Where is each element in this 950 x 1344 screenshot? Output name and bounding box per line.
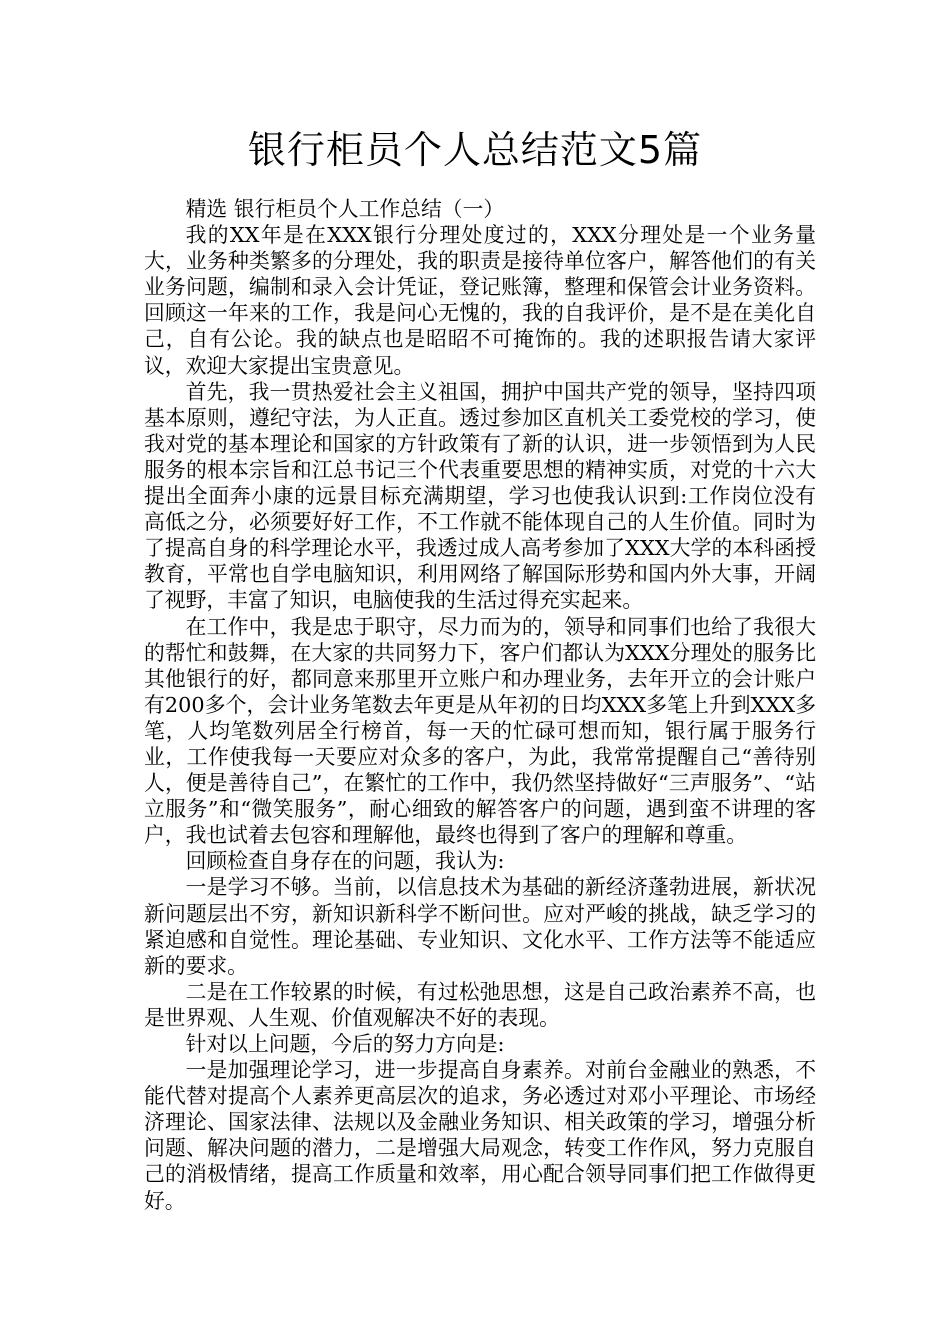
paragraph-problem-two: 二是在工作较累的时候，有过松弛思想，这是自己政治素养不高，也是世界观、人生观、价值观解决不好的表现。 <box>144 979 816 1030</box>
document-body <box>144 196 816 1214</box>
section-heading: 精选 银行柜员个人工作总结（一） <box>185 197 505 221</box>
paragraph-problem-one: 一是学习不够。当前，以信息技术为基础的新经济蓬勃进展，新状况新问题层出不穷，新知识新科学不断问世。应对严峻的挑战，缺乏学习的紧迫感和自觉性。理论基础、专业知识、文化水平、工作方法等不能适应新的要求。 <box>144 875 816 978</box>
paragraph-direction-intro: 针对以上问题，今后的努力方向是: <box>185 1032 505 1056</box>
paragraph-political: 首先，我一贯热爱社会主义祖国，拥护中国共产党的领导，坚持四项基本原则，遵纪守法，为人正直。透过参加区直机关工委党校的学习，使我对党的基本理论和国家的方针政策有了新的认识，进一步领悟到为人民服务的根本宗旨和江总书记三个代表重要思想的精神实质，对党的十六大提出全面奔小康的远景目标充满期望，学习也使我认识到:工作岗位没有高低之分，必须要好好工作，不工作就不能体现自己的人生价值。同时为了提高自身的科学理论水平，我透过成人高考参加了XXX大学的本科函授教育，平常也自学电脑知识，利用网络了解国际形势和国内外大事，开阔了视野，丰富了知识，电脑使我的生活过得充实起来。 <box>144 379 816 613</box>
paragraph-problems-intro: 回顾检查自身存在的问题，我认为: <box>185 849 505 874</box>
document-title: 银行柜员个人总结范文5篇 <box>247 128 703 172</box>
paragraph-work: 在工作中，我是忠于职守，尽力而为的，领导和同事们也给了我很大的帮忙和鼓舞，在大家的共同努力下，客户们都认为XXX分理处的服务比其他银行的好，都同意来那里开立账户和办理业务，去年开立的会计账户有200多个，会计业务笔数去年更是从年初的日均XXX多笔上升到XXX多笔，人均笔数列居全行榜首，每一天的忙碌可想而知，银行属于服务行业，工作使我每一天要应对众多的客户，为此，我常常提醒自己“善待别人，便是善待自己”，在繁忙的工作中，我仍然坚持做好“三声服务”、“站立服务”和“微笑服务”，耐心细致的解答客户的问题，遇到蛮不讲理的客户，我也试着去包容和理解他，最终也得到了客户的理解和尊重。 <box>144 614 816 848</box>
paragraph-direction-one: 一是加强理论学习，进一步提高自身素养。对前台金融业的熟悉，不能代替对提高个人素养更高层次的追求，务必透过对邓小平理论、市场经济理论、国家法律、法规以及金融业务知识、相关政策的学习，增强分析问题、解决问题的潜力，二是增强大局观念，转变工作作风，努力克服自己的消极情绪，提高工作质量和效率，用心配合领导同事们把工作做得更好。 <box>144 1058 816 1213</box>
paragraph-intro: 我的XX年是在XXX银行分理处度过的，XXX分理处是一个业务量大，业务种类繁多的分理处，我的职责是接待单位客户，解答他们的有关业务问题，编制和录入会计凭证，登记账簿，整理和保管会计业务资料。回顾这一年来的工作，我是问心无愧的，我的自我评价，是不是在美化自己，自有公论。我的缺点也是昭昭不可掩饰的。我的述职报告请大家评议，欢迎大家提出宝贵意见。 <box>144 223 816 378</box>
